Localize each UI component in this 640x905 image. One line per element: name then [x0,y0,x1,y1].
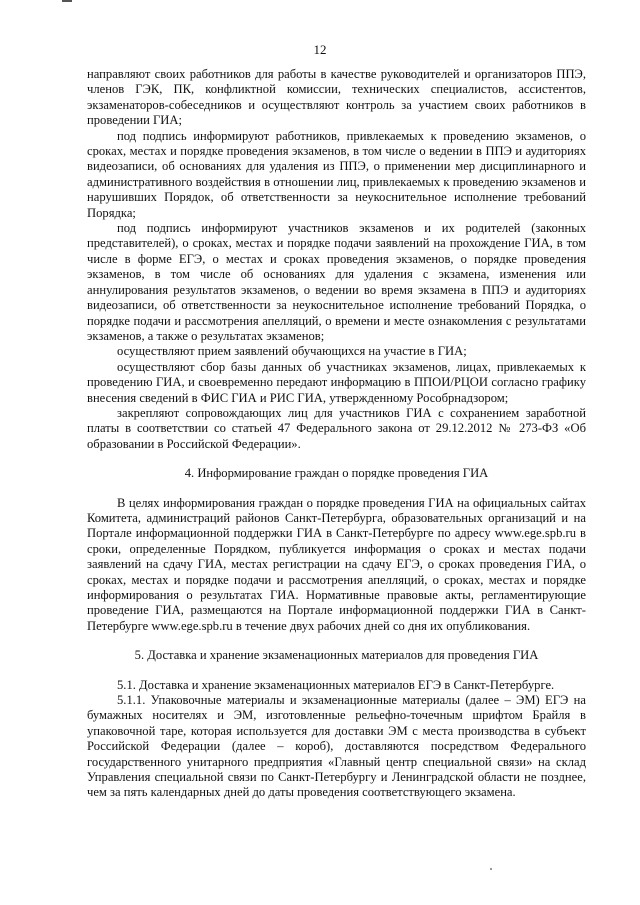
paragraph-staff-assignment: направляют своих работников для работы в качестве руководителей и организаторов ППЭ, членов ГЭК, ПК, конфликтной комиссии, технических специалистов, ассистентов, экзаменаторов-собеседников и осуществляют контроль за участием своих работников в проведении ГИА; [87,67,586,128]
clause-5-1: 5.1. Доставка и хранение экзаменационных материалов ЕГЭ в Санкт-Петербурге. [117,677,555,692]
paragraph-inform-participants: под подпись информируют участников экзаменов и их родителей (законных представителей), о сроках, местах и порядке подачи заявлений на прохождение ГИА, в том числе в форме ЕГЭ, о местах и сроках проведения экзаменов, о порядке проведения экзаменов, в том числе об основаниях для удаления с экзамена, изменения или аннулирования результатов экзаменов, о ведении во время экзамена в ППЭ и аудиториях видеозаписи, об ответственности за неукоснительное исполнение требований Порядка, о порядке подачи и рассмотрения апелляций, о времени и месте ознакомления с результатами экзаменов, а также о результатах экзаменов; [87,221,586,343]
section-4-text: В целях информирования граждан о порядке проведения ГИА на официальных сайтах Комитета, администраций районов Санкт-Петербурга, образовательных организаций и на Портале информационной поддержки ГИА в Санкт-Петербурге по адресу www.ege.spb.ru в сроки, определенные Порядком, публикуется информация о сроках и местах подачи заявлений на сдачу ГИА, местах регистрации на сдачу ЕГЭ, о сроках проведения ГИА, о сроках, местах и порядке подачи и рассмотрения апелляций, о сроках, местах и порядке информирования о результатах ГИА. Нормативные правовые акты, регламентирующие проведение ГИА, размещаются на Портале информационной поддержки ГИА в Санкт-Петербурге www.ege.spb.ru в течение двух рабочих дней со дня их опубликования. [87,495,586,633]
paragraph-collect-database: осуществляют сбор базы данных об участниках экзаменов, лицах, привлекаемых к проведению ГИА, и своевременно передают информацию в ППОИ/РЦОИ согласно графику внесения сведений в ФИС ГИА и РИС ГИА, утвержденному Рособрнадзором; [87,359,586,405]
paragraph-inform-workers: под подпись информируют работников, привлекаемых к проведению экзаменов, о сроках, местах и порядке проведения экзаменов, в том числе о ведении в ППЭ и аудиториях видеозаписи, об основаниях для удаления из ППЭ, о применении мер дисциплинарного и административного воздействия в отношении лиц, привлекаемых к проведению экзаменов и нарушивших Порядок, об ответственности за неукоснительное исполнение требований Порядка; [87,128,586,220]
section-5-heading: 5. Доставка и хранение экзаменационных материалов для проведения ГИА [134,648,539,663]
page-number: 12 [313,42,327,57]
scan-dot [490,868,492,870]
paragraph-escort-persons: закрепляют сопровождающих лиц для участников ГИА с сохранением заработной платы в соответствии со статьей 47 Федерального закона от 29.12.2012 № 273-ФЗ «Об образовании в Российской Федерации». [87,405,586,451]
scan-mark [62,0,72,2]
page-content [87,67,586,801]
paragraph-accept-applications: осуществляют прием заявлений обучающихся на участие в ГИА; [117,344,467,359]
section-4-heading: 4. Информирование граждан о порядке проведения ГИА [184,466,489,481]
clause-5-1-1: 5.1.1. Упаковочные материалы и экзаменационные материалы (далее – ЭМ) ЕГЭ на бумажных носителях и ЭМ, изготовленные рельефно-точечным шрифтом Брайля в упаковочной таре, которая используется для доставки ЭМ с места производства в субъект Российской Федерации (далее – короб), доставляются посредством Федерального государственного унитарного предприятия «Главный центр специальной связи» на склад Управления специальной связи по Санкт-Петербургу и Ленинградской области не позднее, чем за пять календарных дней до даты проведения соответствующего экзамена. [87,693,586,800]
